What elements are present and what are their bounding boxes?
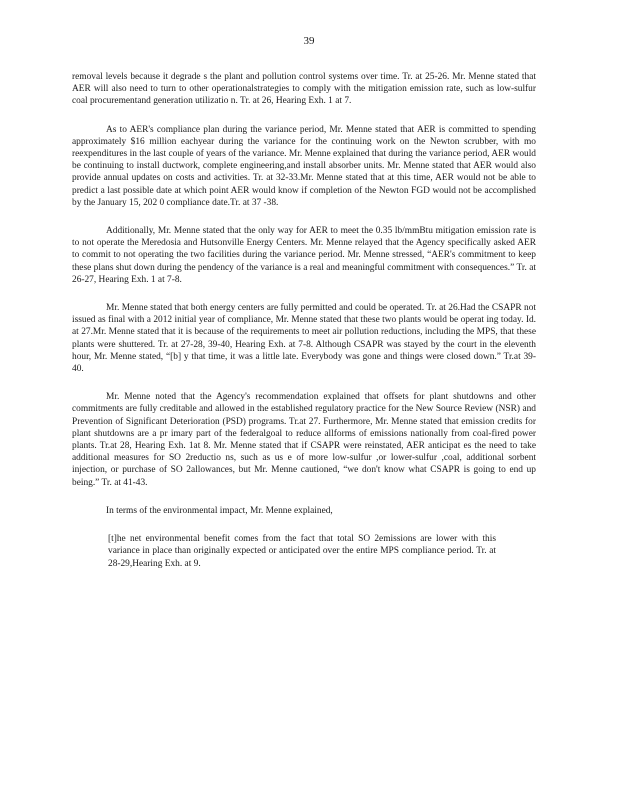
block-quote: [t]he net environmental benefit comes from the fact that total SO 2emissions are lower with this variance in place than originally expected or anticipated over the entire MPS compliance period. Tr. at 28-29,Hearing Exh. at 9. xyxy=(108,534,496,569)
paragraph-offsets: Mr. Menne noted that the Agency's recommendation explained that offsets for plant shutdowns and other commitments are fully creditable and allowed in the established regulatory practice for the New Source Review (NSR) and Prevention of Significant Deterioration (PSD) programs. Tr.at 27. Furthermore, Mr. Menne stated that emission credits for plant shutdowns are a pr imary part of the federalgoal to reduce allforms of emissions nationally from coal-fired power plants. Tr.at 28, Hearing Exh. 1at 8. Mr. Menne stated that if CSAPR were reinstated, AER anticipat es the need to take additional measures for SO 2reductio ns, such as us e of more low-sulfur ,or lower-sulfur ,coal, additional sorbent injection, or purchase of SO 2allowances, but Mr. Menne cautioned, “we don't know what CSAPR is going to end up being.” Tr. at 41-43. xyxy=(72,392,536,488)
page-number: 39 xyxy=(303,35,315,47)
paragraph-compliance-plan: As to AER's compliance plan during the variance period, Mr. Menne stated that AER is committed to spending approximately $16 million eachyear during the variance for the continuing work on the Newton scrubber, with mo reexpenditures in the last couple of years of the variance. Mr. Menne explained that during the variance period, AER would be continuing to install ductwork, complete engineering,and install absorber units. Mr. Menne stated that AER would also provide annual updates on costs and activities. Tr. at 32-33.Mr. Menne stated that at this time, AER would not be able to predict a last possible date at which point AER would know if completion of the Newton FGD would not be accomplished by the January 15, 202 0 compliance date.Tr. at 37 -38. xyxy=(72,124,536,208)
paragraph-mitigation-rate: Additionally, Mr. Menne stated that the only way for AER to meet the 0.35 lb/mmBtu mitigation emission rate is to not operate the Meredosia and Hutsonville Energy Centers. Mr. Menne relayed that the Agency specifically asked AER to commit to not operating the two facilities during the variance period. Mr. Menne stressed, “AER's commitment to keep these plans shut down during the pendency of the variance is a real and meaningful commitment with consequences.” Tr. at 26-27, Hearing Exh. 1 at 7-8. xyxy=(72,226,536,285)
body-text xyxy=(72,71,536,586)
paragraph-continuation: removal levels because it degrade s the plant and pollution control systems over time. Tr. at 25-26. Mr. Menne stated that AER will also need to turn to other operationalstrategies to comply with the mitigation emission rate, such as low-sulfur coal procurementand generation utilizatio n. Tr. at 26, Hearing Exh. 1 at 7. xyxy=(72,72,536,107)
paragraph-environmental-impact: In terms of the environmental impact, Mr. Menne explained, xyxy=(106,505,333,516)
paragraph-energy-centers: Mr. Menne stated that both energy centers are fully permitted and could be operated. Tr. at 26.Had the CSAPR not issued as final with a 2012 initial year of compliance, Mr. Menne stated that these two plants would be operat ing today. Id. at 27.Mr. Menne stated that it is because of the requirements to meet air pollution reductions, including the MPS, that these plants were shuttered. Tr. at 27-28, 39-40, Hearing Exh. at 7-8. Although CSAPR was stayed by the court in the eleventh hour, Mr. Menne stated, “[b] y that time, it was a little late. Everybody was gone and things were closed down.” Tr.at 39-40. xyxy=(72,303,536,375)
